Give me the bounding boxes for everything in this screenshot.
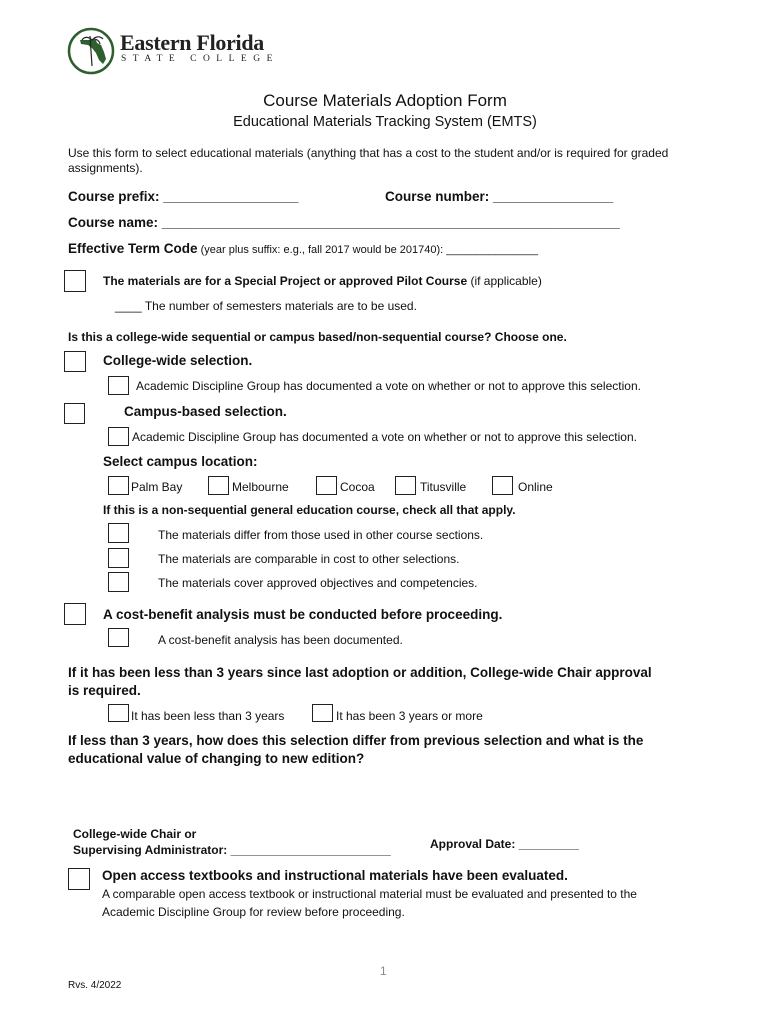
term-code-label: Effective Term Code: [68, 241, 198, 256]
location-cocoa-label: Cocoa: [340, 480, 375, 494]
gen-ed-objectives-label: The materials cover approved objectives and competencies.: [158, 576, 478, 590]
college-logo: [66, 26, 279, 76]
course-number-field[interactable]: Course number: ________________: [385, 189, 614, 204]
location-titusville-checkbox[interactable]: [395, 476, 416, 495]
chair-signature-field[interactable]: Supervising Administrator: ________________________: [73, 843, 391, 857]
gen-ed-cost-checkbox[interactable]: [108, 548, 129, 568]
cost-benefit-documented-label: A cost-benefit analysis has been documented.: [158, 633, 403, 647]
college-wide-heading: College-wide selection.: [103, 353, 253, 368]
open-access-heading: Open access textbooks and instructional materials have been evaluated.: [102, 868, 568, 883]
difference-question-1: If less than 3 years, how does this selection differ from previous selection and what is the: [68, 733, 644, 748]
campus-based-heading: Campus-based selection.: [124, 404, 287, 419]
campus-based-vote-label: Academic Discipline Group has documented a vote on whether or not to approve this selection.: [132, 430, 637, 444]
location-cocoa-checkbox[interactable]: [316, 476, 337, 495]
three-years-or-more-label: It has been 3 years or more: [336, 709, 483, 723]
special-project-checkbox[interactable]: [64, 270, 86, 292]
page-subtitle: Educational Materials Tracking System (EMTS): [233, 114, 537, 130]
less-than-3-years-checkbox[interactable]: [108, 704, 129, 722]
open-access-text-2: Academic Discipline Group for review before proceeding.: [102, 905, 405, 919]
gen-ed-differ-label: The materials differ from those used in other course sections.: [158, 528, 484, 542]
cost-benefit-checkbox[interactable]: [64, 603, 86, 625]
campus-based-vote-checkbox[interactable]: [108, 427, 129, 446]
college-wide-checkbox[interactable]: [64, 351, 86, 372]
open-access-text-1: A comparable open access textbook or instructional material must be evaluated and presented to the: [102, 887, 637, 901]
cost-benefit-documented-checkbox[interactable]: [108, 628, 129, 647]
special-project-label-note: (if applicable): [467, 274, 542, 288]
campus-location-heading: Select campus location:: [103, 454, 258, 469]
florida-seal-icon: [66, 26, 116, 76]
location-palm-bay-label: Palm Bay: [131, 480, 183, 494]
approval-date-field[interactable]: Approval Date: _________: [430, 837, 579, 851]
campus-based-checkbox[interactable]: [64, 403, 85, 424]
gen-ed-differ-checkbox[interactable]: [108, 523, 129, 543]
location-melbourne-label: Melbourne: [232, 480, 289, 494]
page-number: 1: [380, 964, 387, 978]
sequential-question: Is this a college-wide sequential or campus based/non-sequential course? Choose one.: [68, 330, 567, 344]
location-melbourne-checkbox[interactable]: [208, 476, 229, 495]
page-title: Course Materials Adoption Form: [263, 91, 507, 110]
three-years-or-more-checkbox[interactable]: [312, 704, 333, 722]
location-titusville-label: Titusville: [420, 480, 467, 494]
intro-text: Use this form to select educational materials (anything that has a cost to the student and/or is required for graded assignments).: [68, 146, 669, 175]
cost-benefit-heading: A cost-benefit analysis must be conducted before proceeding.: [103, 607, 503, 622]
course-name-field[interactable]: Course name: _____________________________________________________________: [68, 215, 620, 230]
course-prefix-field[interactable]: Course prefix: __________________: [68, 189, 299, 204]
term-code-field[interactable]: [68, 240, 538, 258]
gen-ed-heading: If this is a non-sequential general education course, check all that apply.: [103, 503, 516, 517]
chair-signature-label-1: College-wide Chair or: [73, 827, 197, 841]
gen-ed-cost-label: The materials are comparable in cost to other selections.: [158, 552, 460, 566]
term-code-hint: (year plus suffix: e.g., fall 2017 would be 201740): _______________: [197, 244, 538, 256]
less-than-3-years-label: It has been less than 3 years: [131, 709, 285, 723]
location-online-checkbox[interactable]: [492, 476, 513, 495]
revision-date: Rvs. 4/2022: [68, 980, 122, 991]
open-access-checkbox[interactable]: [68, 868, 90, 890]
difference-question-2: educational value of changing to new edition?: [68, 751, 365, 766]
college-wide-vote-label: Academic Discipline Group has documented a vote on whether or not to approve this selection.: [136, 379, 641, 393]
chair-approval-heading-1: If it has been less than 3 years since last adoption or addition, College-wide Chair approval: [68, 665, 652, 680]
special-project-label-bold: The materials are for a Special Project or approved Pilot Course: [103, 274, 468, 288]
special-project-label: [103, 274, 542, 288]
logo-name: Eastern Florida: [120, 30, 264, 55]
logo-subtitle: STATE COLLEGE: [121, 54, 279, 64]
location-online-label: Online: [518, 480, 553, 494]
location-palm-bay-checkbox[interactable]: [108, 476, 129, 495]
chair-approval-heading-2: is required.: [68, 683, 141, 698]
semesters-field[interactable]: ____ The number of semesters materials are to be used.: [115, 299, 417, 313]
college-wide-vote-checkbox[interactable]: [108, 376, 129, 395]
gen-ed-objectives-checkbox[interactable]: [108, 572, 129, 592]
